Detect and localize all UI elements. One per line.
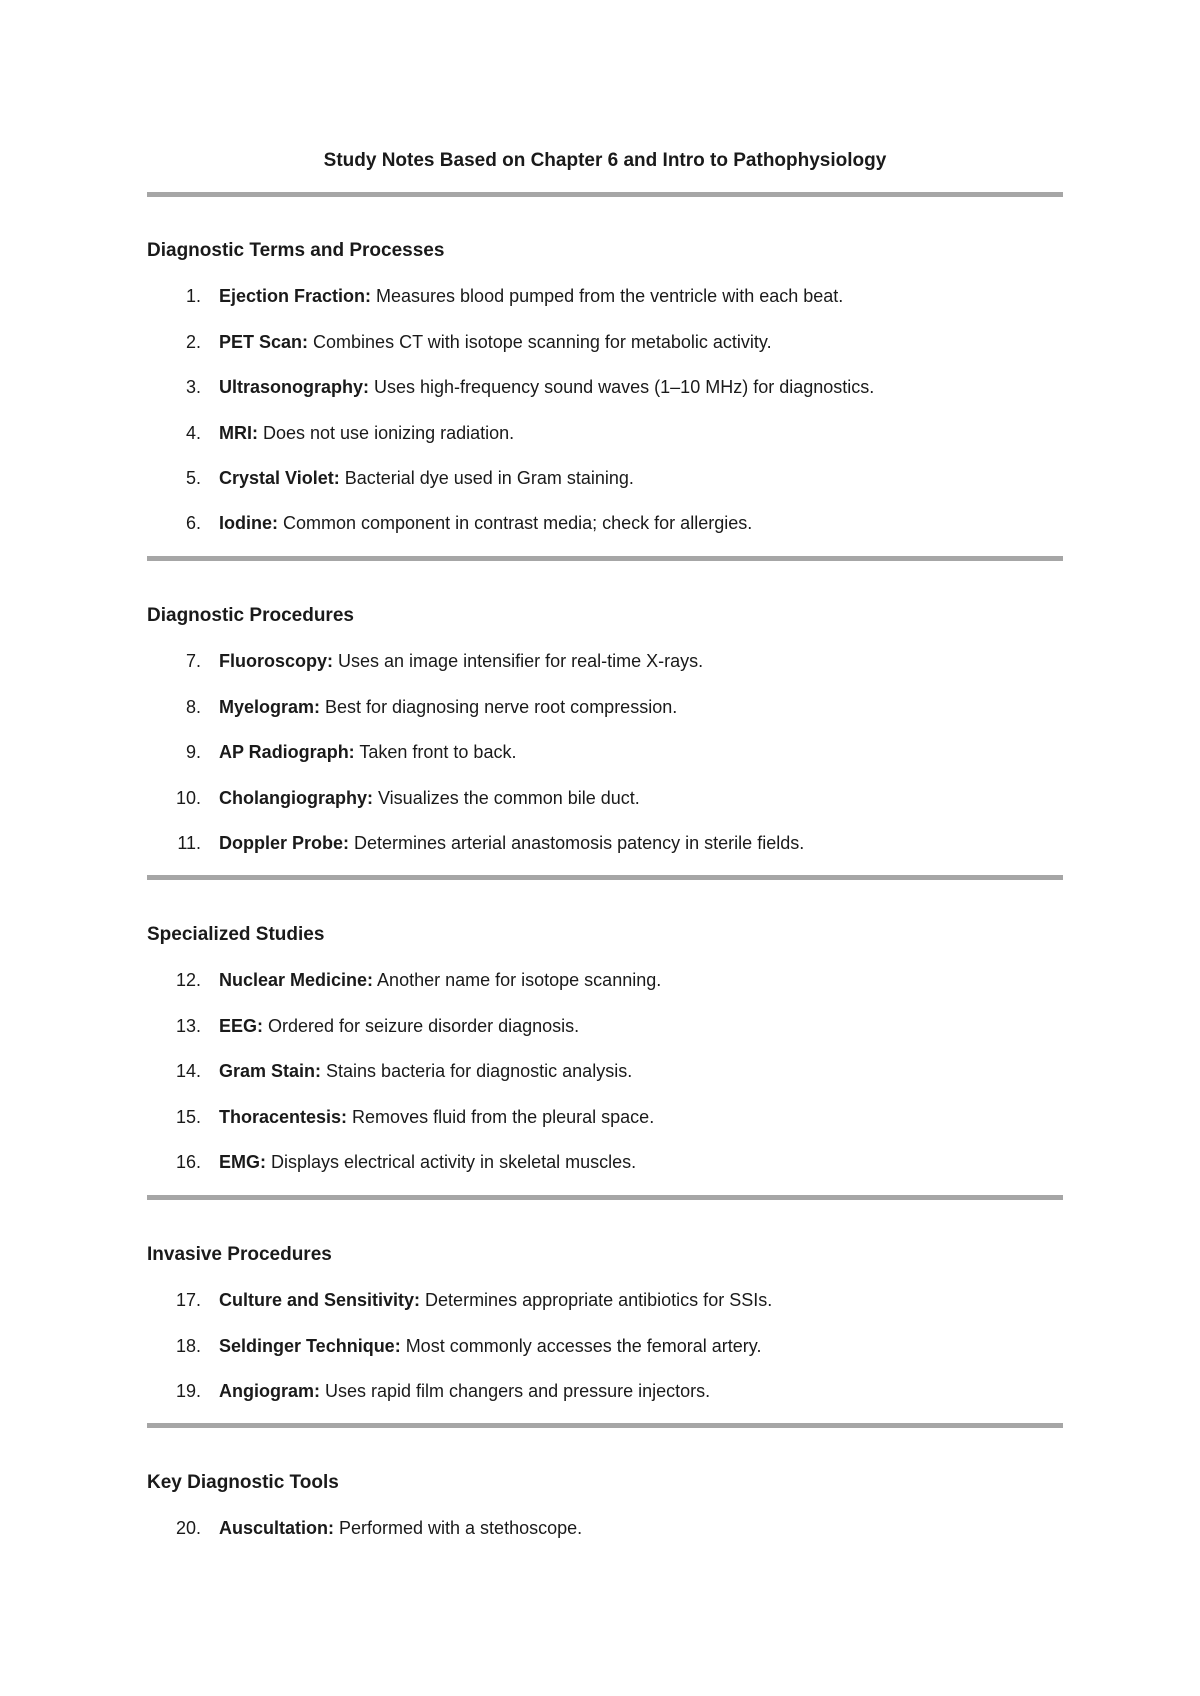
item-term: Crystal Violet: (219, 467, 340, 488)
item-number: 19. (175, 1381, 201, 1402)
item-number: 6. (185, 513, 201, 534)
item-number: 15. (175, 1106, 201, 1127)
item-description: Removes fluid from the pleural space. (347, 1106, 655, 1127)
section-divider (147, 875, 1063, 880)
list-item (147, 967, 1063, 993)
section-heading: Diagnostic Procedures (147, 605, 354, 626)
item-description: Stains bacteria for diagnostic analysis. (321, 1061, 633, 1082)
item-number: 16. (175, 1151, 201, 1172)
item-description: Common component in contrast media; check for allergies. (278, 513, 753, 534)
item-term: Auscultation: (219, 1518, 334, 1539)
item-description: Displays electrical activity in skeletal muscles. (266, 1151, 637, 1172)
item-number: 5. (185, 467, 201, 488)
item-list (147, 283, 1063, 536)
item-list (147, 967, 1063, 1175)
item-number: 1. (185, 286, 201, 307)
list-item (147, 465, 1063, 491)
item-term: Cholangiography: (219, 787, 373, 808)
item-term: Culture and Sensitivity: (219, 1290, 421, 1311)
item-description: Measures blood pumped from the ventricle with each beat. (371, 286, 844, 307)
item-description: Uses high-frequency sound waves (1–10 MHz) for diagnostics. (369, 377, 875, 398)
list-item (147, 694, 1063, 720)
list-item (147, 830, 1063, 856)
item-number: 9. (185, 742, 201, 763)
item-number: 2. (185, 331, 201, 352)
list-item (147, 1515, 1063, 1541)
item-list (147, 1287, 1063, 1404)
item-term: EEG: (219, 1015, 264, 1036)
item-term: Angiogram: (219, 1381, 320, 1402)
section-heading: Specialized Studies (147, 924, 325, 945)
item-description: Most commonly accesses the femoral artery. (400, 1335, 762, 1356)
item-term: Ejection Fraction: (219, 286, 372, 307)
item-number: 13. (175, 1015, 201, 1036)
section-specialized-studies (147, 922, 1063, 1175)
item-number: 17. (175, 1290, 201, 1311)
title-divider (147, 192, 1063, 197)
list-item (147, 1058, 1063, 1084)
item-description: Visualizes the common bile duct. (373, 787, 640, 808)
item-number: 3. (185, 377, 201, 398)
item-term: Thoracentesis: (219, 1106, 348, 1127)
item-description: Combines CT with isotope scanning for metabolic activity. (308, 331, 772, 352)
item-description: Best for diagnosing nerve root compression. (320, 696, 678, 717)
item-description: Determines appropriate antibiotics for SSIs. (420, 1290, 773, 1311)
list-item (147, 510, 1063, 536)
item-number: 12. (175, 970, 201, 991)
section-heading: Invasive Procedures (147, 1244, 332, 1265)
item-description: Bacterial dye used in Gram staining. (339, 467, 634, 488)
section-diagnostic-procedures (147, 603, 1063, 856)
list-item (147, 1104, 1063, 1130)
list-item (147, 648, 1063, 674)
list-item (147, 329, 1063, 355)
item-term: Iodine: (219, 513, 278, 534)
list-item (147, 283, 1063, 309)
item-list (147, 648, 1063, 856)
item-number: 10. (175, 787, 201, 808)
item-description: Performed with a stethoscope. (334, 1518, 583, 1539)
item-description: Ordered for seizure disorder diagnosis. (263, 1015, 580, 1036)
item-description: Uses rapid film changers and pressure injectors. (320, 1381, 711, 1402)
section-diagnostic-terms (147, 238, 1063, 536)
section-heading: Key Diagnostic Tools (147, 1472, 339, 1493)
item-term: Nuclear Medicine: (219, 970, 374, 991)
list-item (147, 420, 1063, 446)
item-term: Seldinger Technique: (219, 1335, 401, 1356)
item-term: Ultrasonography: (219, 377, 370, 398)
section-heading: Diagnostic Terms and Processes (147, 240, 445, 261)
list-item (147, 1149, 1063, 1175)
item-number: 11. (177, 832, 201, 853)
item-term: EMG: (219, 1151, 266, 1172)
item-number: 7. (185, 651, 201, 672)
item-number: 20. (175, 1518, 201, 1539)
list-item (147, 785, 1063, 811)
item-term: Fluoroscopy: (219, 651, 334, 672)
list-item (147, 1333, 1063, 1359)
item-description: Uses an image intensifier for real-time X-rays. (333, 651, 704, 672)
item-number: 14. (175, 1061, 201, 1082)
list-item (147, 374, 1063, 400)
section-invasive-procedures (147, 1242, 1063, 1404)
document-title: Study Notes Based on Chapter 6 and Intro to Pathophysiology (323, 150, 887, 171)
list-item (147, 1013, 1063, 1039)
list-item (147, 739, 1063, 765)
list-item (147, 1287, 1063, 1313)
item-description: Taken front to back. (354, 742, 517, 763)
section-divider (147, 1423, 1063, 1428)
item-term: Myelogram: (219, 696, 321, 717)
item-term: Gram Stain: (219, 1061, 322, 1082)
section-divider (147, 556, 1063, 561)
item-term: PET Scan: (219, 331, 309, 352)
item-number: 8. (185, 696, 201, 717)
list-item (147, 1378, 1063, 1404)
item-term: Doppler Probe: (219, 832, 350, 853)
item-description: Another name for isotope scanning. (373, 970, 662, 991)
item-description: Determines arterial anastomosis patency in sterile fields. (349, 832, 805, 853)
item-term: MRI: (219, 422, 258, 443)
item-list (147, 1515, 1063, 1541)
item-number: 18. (175, 1335, 201, 1356)
section-key-diagnostic-tools (147, 1470, 1063, 1541)
item-term: AP Radiograph: (219, 742, 355, 763)
section-divider (147, 1195, 1063, 1200)
item-description: Does not use ionizing radiation. (258, 422, 515, 443)
item-number: 4. (185, 422, 201, 443)
